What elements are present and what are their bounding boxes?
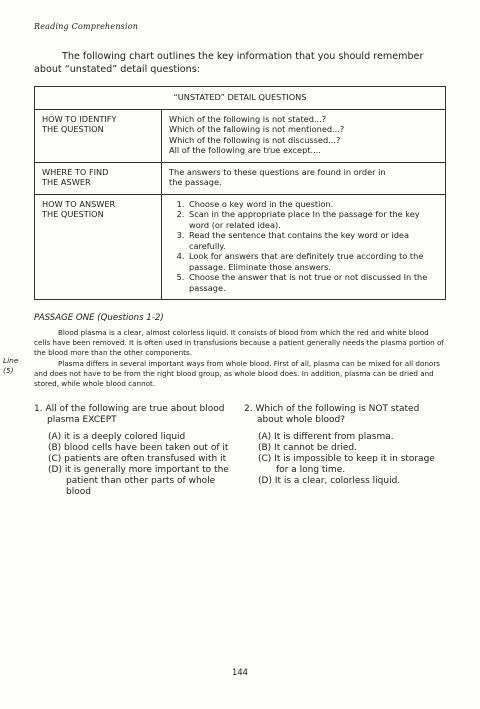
passage-paragraph: Blood plasma is a clear, almost colorless liquid. It consists of blood from which the red and white blood cells have been removed. It is often used in transfusions because a patient generally needs the plasma portion of the blood more than the other components. bbox=[34, 328, 444, 358]
content-line: Which of the following is not stated...? bbox=[169, 113, 327, 124]
passage-paragraph: Plasma differs in several important ways from whole blood. First of all, plasma can be mixed for all donors and does not have to be from the right blood group, as whole blood does. In addition, plasma can be dried and stored, while whole blood cannot. bbox=[34, 358, 441, 389]
answer-options bbox=[34, 432, 234, 498]
section-heading: Reading Comprehension bbox=[34, 22, 139, 31]
answer-option[interactable]: (B) It cannot be dried. bbox=[258, 443, 358, 453]
intro-paragraph: The following chart outlines the key information that you should remember about “unstated” detail questions: bbox=[34, 51, 424, 75]
answer-option[interactable]: (A) it is a deeply colored liquid bbox=[48, 432, 186, 442]
row-label bbox=[35, 194, 162, 300]
row-label-line: THE ASWER bbox=[42, 177, 91, 187]
step-item: 4. Look for answers that are definitely true according to the passage. Eliminate those answers. bbox=[187, 251, 438, 272]
row-label-line: THE QUESTION bbox=[42, 124, 104, 134]
step-item: 3. Read the sentence that contains the key word or idea carefully. bbox=[187, 230, 438, 251]
step-item: 2. Scan in the appropriate place In the passage for the key word (or related idea). bbox=[187, 209, 438, 230]
table-row bbox=[35, 109, 446, 162]
row-label bbox=[35, 109, 162, 162]
content-line: All of the following are true except.... bbox=[169, 145, 321, 155]
row-label-line: WHERE TO FIND bbox=[42, 166, 109, 177]
question-prompt: All of the following are true about blood plasma EXCEPT bbox=[45, 404, 225, 425]
answer-option[interactable]: (B) blood cells have been taken out of it bbox=[48, 443, 229, 453]
table-row bbox=[35, 162, 446, 194]
line-marker: Line bbox=[3, 356, 19, 365]
step-item: 1. Choose o key word in the question. bbox=[187, 199, 438, 210]
question-text bbox=[34, 404, 234, 426]
line-number: (5) bbox=[3, 366, 14, 375]
content-line: the passage. bbox=[169, 177, 222, 187]
answer-option[interactable]: (D) It is a clear, colorless liquid. bbox=[258, 476, 401, 486]
content-line: The answers to these questions are found in order in bbox=[169, 166, 386, 177]
table-row bbox=[35, 194, 446, 300]
question-number: 2. bbox=[244, 404, 253, 414]
question-1 bbox=[34, 404, 234, 498]
question-prompt: Which of the following is NOT stated about whole blood? bbox=[255, 404, 420, 425]
answer-option[interactable]: (A) It is different from plasma. bbox=[258, 432, 394, 442]
question-text bbox=[244, 404, 444, 426]
answer-options bbox=[244, 432, 444, 487]
row-content bbox=[162, 162, 446, 194]
row-content bbox=[162, 109, 446, 162]
row-label-line: HOW TO IDENTIFY bbox=[42, 113, 117, 124]
row-label-line: THE QUESTION bbox=[42, 209, 104, 219]
answer-option[interactable]: (C) patients are often transfused with it bbox=[48, 454, 227, 464]
row-label bbox=[35, 162, 162, 194]
content-line: Which of the fallowing is not mentioned...? bbox=[169, 124, 345, 134]
content-line: Which of the following is not discussed...? bbox=[169, 134, 341, 145]
unstated-questions-table bbox=[34, 86, 446, 300]
steps-list bbox=[169, 199, 438, 294]
question-number: 1. bbox=[34, 404, 43, 414]
question-2 bbox=[244, 404, 444, 487]
row-label-line: HOW TO ANSWER bbox=[42, 198, 116, 209]
answer-option[interactable]: (C) It is impossible to keep it in storage for a long time. bbox=[258, 454, 435, 475]
answer-option[interactable]: (D) it is generally more important to the patient than other parts of whole blood bbox=[48, 465, 229, 497]
row-content bbox=[162, 194, 446, 300]
table-title: “UNSTATED” DETAIL QUESTIONS bbox=[35, 87, 446, 110]
step-item: 5. Choose the answer that is not true or not discussed In the passage. bbox=[187, 272, 438, 293]
page-number: 144 bbox=[232, 667, 248, 677]
passage-title: PASSAGE ONE (Questions 1-2) bbox=[34, 313, 164, 323]
passage-text bbox=[34, 328, 446, 389]
